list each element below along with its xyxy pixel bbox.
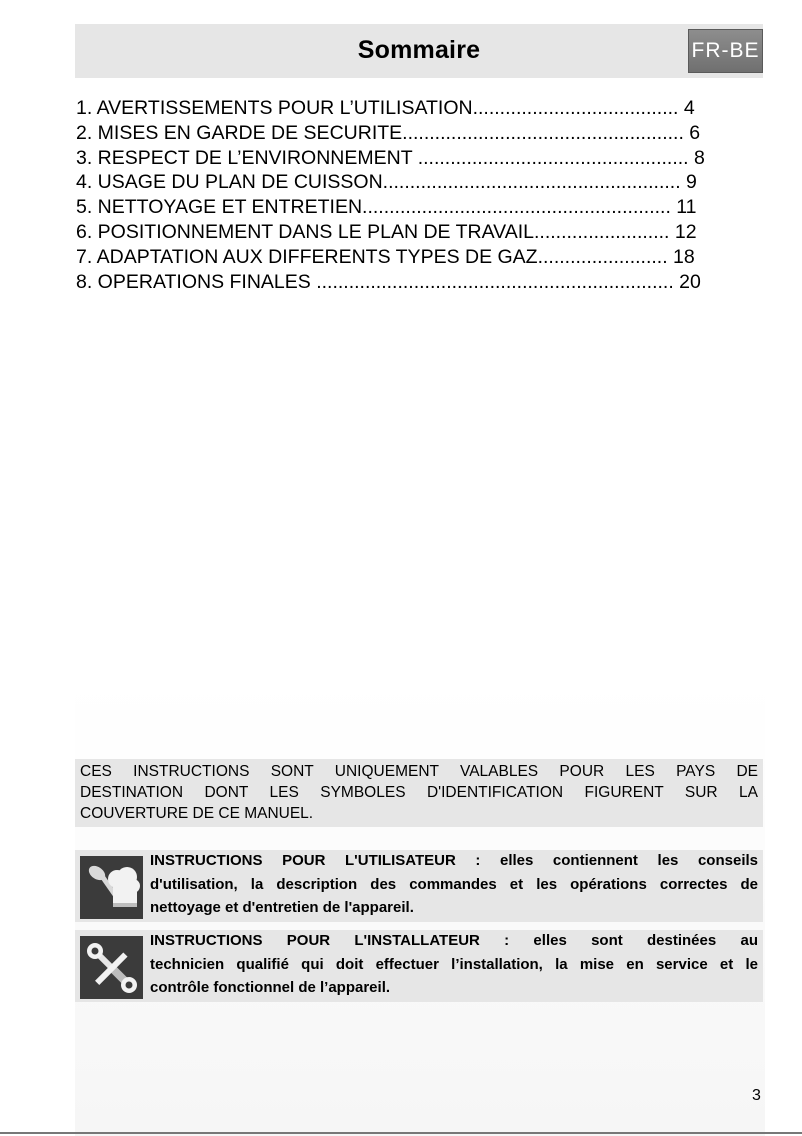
toc-item[interactable]: 2. MISES EN GARDE DE SECURITE.................................................... 6 <box>76 121 701 144</box>
toc-item[interactable]: 1. AVERTISSEMENTS POUR L’UTILISATION...................................... 4 <box>76 97 695 119</box>
notice-line: CES INSTRUCTIONS SONT UNIQUEMENT VALABLES POUR LES PAYS DE <box>80 763 758 780</box>
info-line: INSTRUCTIONS POUR L'UTILISATEUR : elles contiennent les conseils <box>150 852 758 869</box>
page-title: Sommaire <box>357 36 481 64</box>
toc-item[interactable]: 6. POSITIONNEMENT DANS LE PLAN DE TRAVAIL......................... 12 <box>76 220 697 243</box>
tools-icon <box>80 936 143 999</box>
country-notice-text <box>80 761 758 824</box>
toc-item[interactable]: 8. OPERATIONS FINALES .................................................................. 20 <box>76 270 701 293</box>
chef-icon <box>80 856 143 919</box>
user-instructions-block <box>75 850 763 922</box>
title-bar <box>75 24 763 78</box>
toc-item[interactable]: 4. USAGE DU PLAN DE CUISSON....................................................... 9 <box>76 171 697 194</box>
table-of-contents <box>76 96 766 294</box>
page-number: 3 <box>752 1087 761 1104</box>
toc-item[interactable]: 5. NETTOYAGE ET ENTRETIEN......................................................... 11 <box>76 196 697 219</box>
toc-item[interactable]: 3. RESPECT DE L’ENVIRONNEMENT .................................................. 8 <box>76 146 705 169</box>
info-line: d'utilisation, la description des commandes et les opérations correctes de <box>150 875 758 893</box>
info-line: technicien qualifié qui doit effectuer l’installation, la mise en service et le <box>150 955 758 973</box>
page-bottom-rule <box>0 1132 802 1134</box>
info-line: contrôle fonctionnel de l’appareil. <box>150 979 391 996</box>
user-instructions-text <box>150 849 758 920</box>
installer-instructions-text <box>150 929 758 1000</box>
info-line: INSTRUCTIONS POUR L'INSTALLATEUR : elles sont destinées au <box>150 932 758 949</box>
info-line: nettoyage et d'entretien de l'appareil. <box>150 899 414 916</box>
installer-instructions-block <box>75 930 763 1002</box>
notice-line: DESTINATION DONT LES SYMBOLES D'IDENTIFICATION FIGURENT SUR LA <box>80 784 758 801</box>
language-badge: FR-BE <box>688 29 763 73</box>
toc-item[interactable]: 7. ADAPTATION AUX DIFFERENTS TYPES DE GAZ........................ 18 <box>76 245 695 268</box>
notice-line: COUVERTURE DE CE MANUEL. <box>80 805 314 822</box>
country-notice <box>75 759 763 827</box>
